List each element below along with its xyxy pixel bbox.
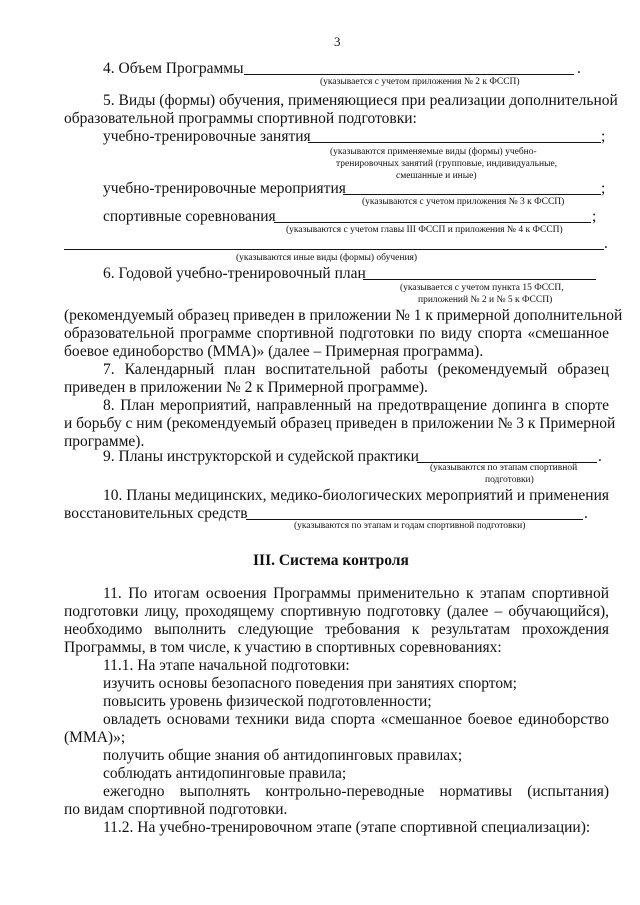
item-5a-note-3: смешанные и иные) [396,171,477,181]
req-antidoping-knowledge: получить общие знания об антидопинговых правилах; [103,747,463,764]
page-number: 3 [334,34,341,49]
para-11-line-4: Программы, в том числе, к участию в спортивных соревнованиях: [64,639,502,656]
req-technique-line-1: овладеть основами техники вида спорта «смешанное боевое единоборство [103,711,609,728]
item-5c-end: ; [592,208,597,225]
item-9-note-2: подготовки) [485,475,534,485]
item-10-end: . [584,505,588,522]
item-6-line-3: боевое единоборство (ММА)» (далее – Примерная программа). [64,343,484,360]
para-11-line-3: необходимо выполнить следующие требования к результатам прохождения [64,621,609,638]
req-fitness: повысить уровень физической подготовленности; [103,693,432,710]
req-norms-line-1: ежегодно выполнять контрольно-переводные нормативы (испытания) [103,783,609,800]
item-5-line-2: образовательной программы спортивной подготовки: [64,110,417,127]
item-5a-blank-line [308,142,601,143]
req-norms-line-2: по видам спортивной подготовки. [64,801,288,818]
item-6-line-1: (рекомендуемый образец приведен в приложении № 1 к примерной дополнительной [64,307,623,324]
item-5c-blank-line [274,222,591,223]
item-8-line-3: программе). [64,433,145,450]
item-5b-label: учебно-тренировочные мероприятия [103,180,346,197]
item-5c-label: спортивные соревнования [103,208,276,225]
item-9-label: 9. Планы инструкторской и судейской практики [103,448,419,465]
item-5a-end: ; [601,128,606,145]
item-5d-end: . [604,235,608,252]
para-11-2: 11.2. На учебно-тренировочном этапе (этапе спортивной специализации): [103,819,591,836]
item-10-label: восстановительных средств [64,505,248,522]
item-5b-blank-line [343,194,601,195]
section-3-title: III. Система контроля [253,552,409,569]
item-8-line-1: 8. План мероприятий, направленный на предотвращение допинга в спорте [103,397,609,414]
para-11-1: 11.1. На этапе начальной подготовки: [103,657,350,674]
item-9-note-1: (указываются по этапам спортивной [430,463,578,473]
item-7-line-1: 7. Календарный план воспитательной работы (рекомендуемый образец [103,361,609,378]
item-7-line-2: приведен в приложении № 2 к Примерной программе). [64,379,428,396]
item-5-line-1: 5. Виды (формы) обучения, применяющиеся при реализации дополнительной [103,92,618,109]
item-5c-note: (указываются с учетом главы III ФССП и приложения № 4 к ФССП) [286,225,563,235]
item-4-end: . [577,60,581,77]
item-4-label: 4. Объем Программы [103,60,244,77]
req-technique-line-2: (ММА)»; [64,729,126,746]
item-10-line-1: 10. Планы медицинских, медико-биологических мероприятий и применения [103,487,609,504]
item-4-note: (указывается с учетом приложения № 2 к ФССП) [320,77,520,87]
item-10-blank-line [246,519,583,520]
req-antidoping-comply: соблюдать антидопинговые правила; [103,765,347,782]
item-5a-note-1: (указываются применяемые виды (формы) учебно- [330,147,537,157]
item-5d-note: (указываются иные виды (формы) обучения) [236,253,418,263]
item-9-end: . [598,448,602,465]
para-11-line-2: подготовки лицу, проходящему спортивную подготовку (далее – обучающийся), [64,603,609,620]
item-5a-label: учебно-тренировочные занятия [103,128,311,145]
item-5b-note: (указываются с учетом приложения № 3 к ФССП) [362,197,565,207]
item-10-note: (указываются по этапам и годам спортивной подготовки) [294,521,526,531]
item-5b-end: ; [601,180,606,197]
item-6-line-2: образовательной программе спортивной подготовки по виду спорта «смешанное [64,325,609,342]
item-5d-blank-line [64,249,604,250]
item-8-line-2: и борьбу с ним (рекомендуемый образец приведен в приложении № 3 к Примерной [64,415,616,432]
item-6-blank-line [363,279,596,280]
para-11-line-1: 11. По итогам освоения Программы применительно к этапам спортивной [103,585,609,602]
item-6-note-2: приложений № 2 и № 5 к ФССП) [418,295,553,305]
item-6-label: 6. Годовой учебно-тренировочный план [103,265,366,282]
item-6-note-1: (указывается с учетом пункта 15 ФССП, [400,283,564,293]
req-safety: изучить основы безопасного поведения при занятиях спортом; [103,675,517,692]
item-4-blank-line [244,74,574,75]
item-5a-note-2: тренировочных занятий (групповые, индивидуальные, [336,159,558,169]
